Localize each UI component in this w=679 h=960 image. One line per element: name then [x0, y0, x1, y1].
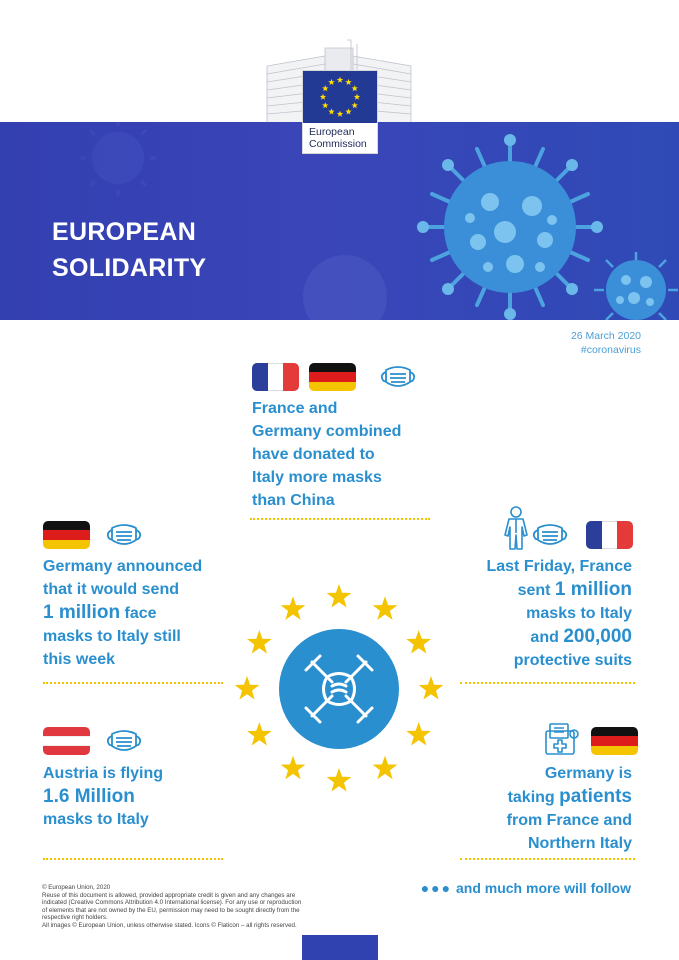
fact-line: than China [252, 492, 335, 509]
star-icon [327, 768, 352, 792]
eu-flag-icon [303, 71, 377, 123]
star-icon [406, 722, 431, 746]
copyright-line: © European Union, 2020 [42, 884, 111, 891]
star-icon [322, 102, 328, 108]
page-title [52, 214, 206, 286]
fact-line: from France and [506, 812, 632, 829]
hashtag: #coronavirus [580, 344, 641, 356]
star-icon [337, 111, 343, 117]
star-icon [281, 596, 306, 620]
more-to-follow [421, 880, 631, 896]
highlight-number: 1.6 Million [43, 786, 135, 807]
mask-icon [532, 520, 568, 550]
fact-line: Germany announced [43, 558, 203, 575]
star-icon [351, 102, 357, 108]
fact-line: Northern Italy [527, 835, 632, 852]
divider [43, 682, 223, 684]
fact-line: protective suits [513, 652, 632, 669]
star-icon [351, 85, 357, 91]
eu-flag-stars [303, 71, 377, 123]
star-icon [373, 756, 398, 780]
title-line-1: EUROPEAN [52, 218, 197, 246]
fact-line: that it would send [43, 581, 179, 598]
divider [460, 858, 635, 860]
date-block [571, 329, 641, 357]
fact-line: masks to Italy [43, 811, 149, 828]
fact-line: France and [252, 400, 338, 417]
star-icon [419, 676, 444, 700]
date: 26 March 2020 [570, 330, 641, 342]
fact-line: this week [43, 651, 116, 668]
fact-line: Austria is flying [43, 765, 164, 782]
logo-text [309, 126, 367, 150]
star-icon [247, 630, 272, 654]
european-commission-logo [302, 70, 378, 154]
highlight-number: 200,000 [563, 626, 632, 647]
star-icon [354, 94, 360, 100]
fact-text: sent [517, 582, 555, 599]
star-icon [322, 85, 328, 91]
mask-icon [106, 726, 142, 756]
highlight-number: 1 million [43, 602, 121, 623]
france-flag-icon [252, 363, 299, 391]
fact-text: face [120, 605, 157, 622]
divider [460, 682, 635, 684]
fact-line: have donated to [252, 446, 375, 463]
credits-text: All images © European Union, unless otherwise stated. Icons © Flaticon – all rights reserved. [42, 921, 297, 929]
france-flag-icon [586, 521, 633, 549]
star-icon [328, 108, 334, 114]
mask-icon [380, 362, 416, 392]
fact-germany-patients [507, 762, 632, 855]
fact-line: Italy more masks [252, 469, 382, 486]
fact-line [486, 578, 632, 602]
copyright-notice [42, 884, 307, 930]
fact-line: masks to Italy [526, 605, 632, 622]
fact-line: Germany is [544, 765, 632, 782]
fact-text: taking [507, 789, 560, 806]
divider [250, 518, 430, 520]
mask-icon [106, 520, 142, 550]
fact-line [507, 785, 632, 809]
star-icon [281, 756, 306, 780]
fact-line: Last Friday, France [486, 558, 632, 575]
fact-line: masks to Italy still [43, 628, 181, 645]
star-icon [373, 596, 398, 620]
logo-line-1: European [309, 126, 355, 138]
eu-star-circle [232, 582, 446, 796]
highlight-number: 1 million [554, 579, 632, 600]
fact-line [43, 601, 202, 625]
protective-suit-icon [503, 505, 529, 551]
star-icon [320, 94, 326, 100]
fact-france-suits [486, 555, 632, 672]
divider [43, 858, 223, 860]
fact-line [486, 625, 632, 649]
fact-austria [43, 762, 163, 831]
fact-text: and [530, 629, 564, 646]
dots-icon: ●●● [420, 880, 453, 896]
highlight-word: patients [559, 786, 632, 807]
fact-line: Germany combined [252, 423, 402, 440]
star-icon [345, 79, 351, 85]
germany-flag-icon [309, 363, 356, 391]
germany-flag-icon [591, 727, 638, 755]
medical-folder-icon [544, 722, 580, 756]
star-icon [327, 584, 352, 608]
star-icon [235, 676, 260, 700]
fact-germany-masks [43, 555, 202, 671]
more-text: and much more will follow [455, 880, 631, 896]
title-line-2: SOLIDARITY [52, 254, 207, 282]
logo-line-2: Commission [309, 138, 367, 150]
star-icon [328, 79, 334, 85]
license-text: Reuse of this document is allowed, provided appropriate credit is given and any changes are indicated (Creative Commons Attribution 4.0 International license). For any use or reproduction of elements that are not owned by the EU, permission may need to be sought directly from the respective right holders. [42, 891, 302, 922]
fact-france-germany [252, 397, 401, 512]
star-icon [247, 722, 272, 746]
star-icon [345, 108, 351, 114]
star-icon [337, 77, 343, 83]
austria-flag-icon [43, 727, 90, 755]
star-icon [406, 630, 431, 654]
bottom-bar [302, 935, 378, 960]
germany-flag-icon [43, 521, 90, 549]
